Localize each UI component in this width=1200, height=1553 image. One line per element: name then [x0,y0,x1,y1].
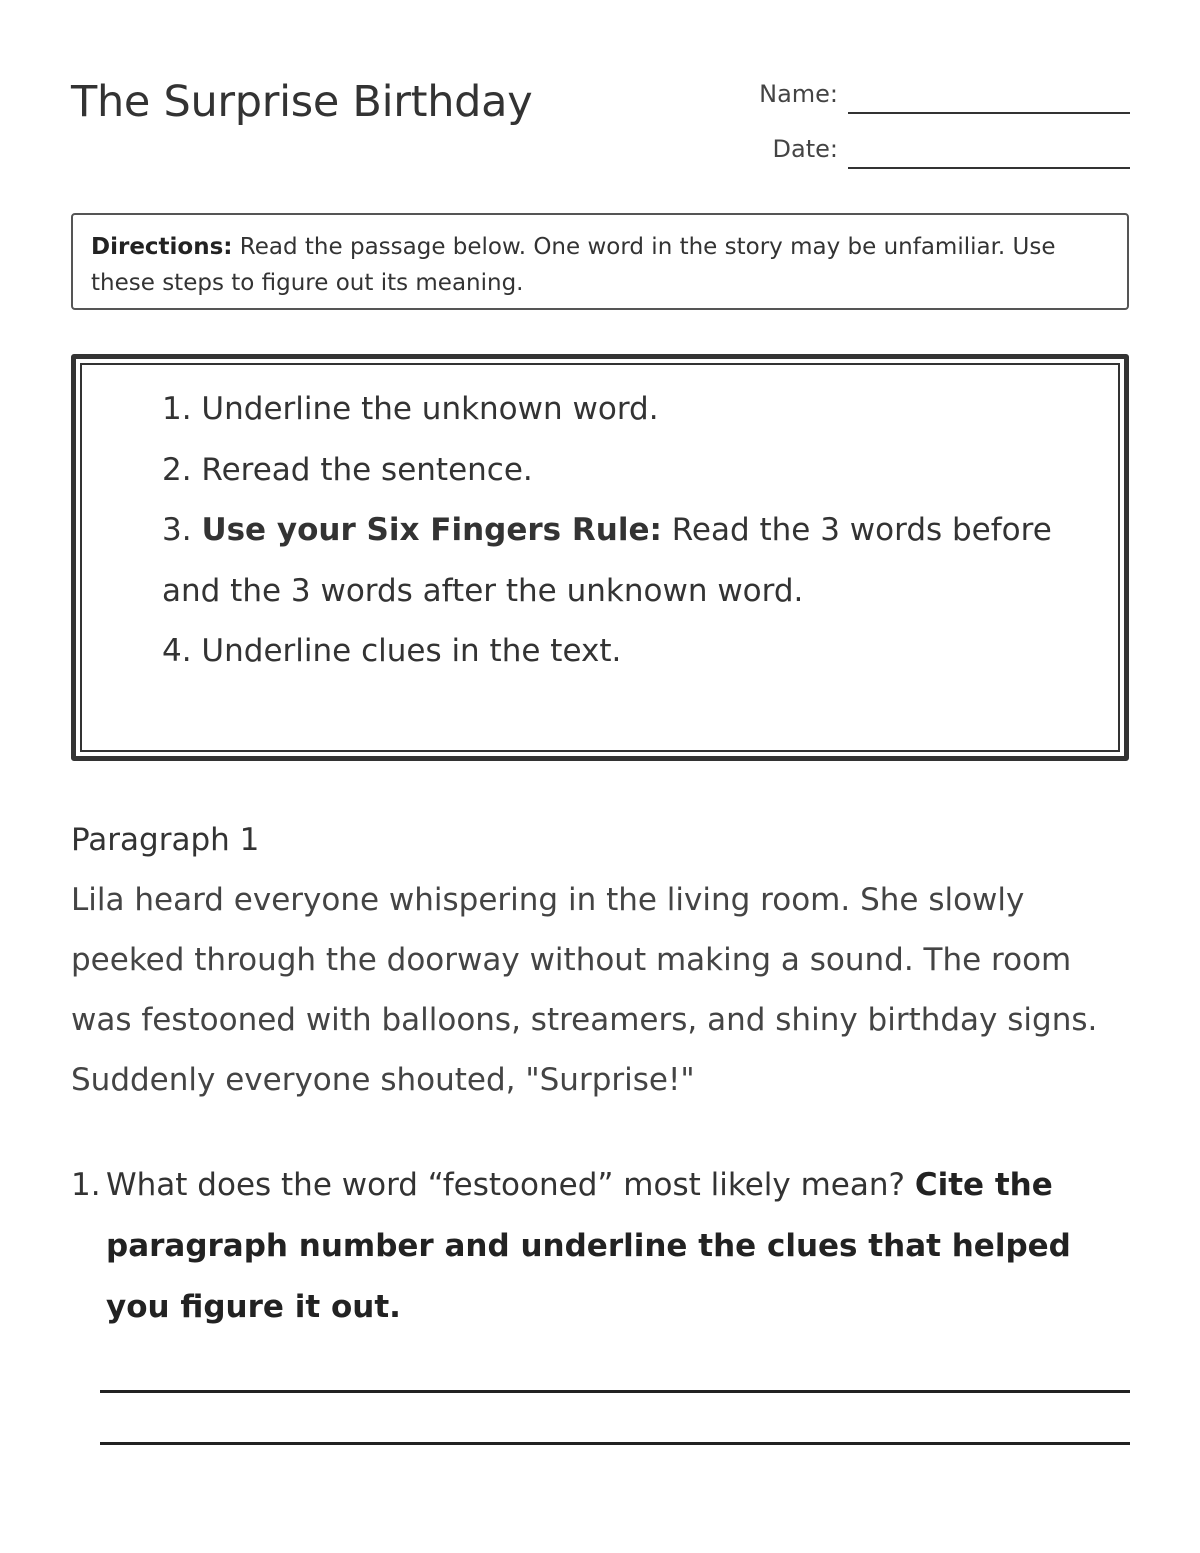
question-instruction: Cite the paragraph number and underline the clues that helped you figure it out. [106,1167,1071,1325]
paragraph-heading: Paragraph 1 [71,822,260,858]
answer-line[interactable] [100,1390,1130,1393]
name-blank-line[interactable] [848,112,1130,114]
worksheet-title: The Surprise Birthday [71,77,533,127]
date-field [700,129,1130,169]
name-field [700,74,1130,114]
date-label: Date: [772,135,838,163]
step-item: 1. Underline the unknown word. [162,391,659,427]
date-blank-line[interactable] [848,167,1130,169]
step-prefix: 3. [162,512,202,548]
directions-label: Directions: [91,234,233,260]
step-item: 4. Underline clues in the text. [162,633,622,669]
step-text: Read the 3 words before and the 3 words after the unknown word. [162,512,1052,609]
paragraph-text: Lila heard everyone whispering in the living room. She slowly peeked through the doorway without making a sound. The room was festooned with balloons, streamers, and shiny birthday signs. Suddenly everyone shouted, "Surprise!" [71,882,1098,1098]
steps-box [71,354,1129,761]
directions-text: Read the passage below. One word in the story may be unfamiliar. Use these steps to figure out its meaning. [91,234,1056,296]
name-label: Name: [759,80,838,108]
answer-line[interactable] [100,1442,1130,1445]
question-text: What does the word “festooned” most likely mean? [106,1167,915,1203]
step-item: 2. Reread the sentence. [162,451,533,488]
directions-box [71,213,1129,310]
question-number: 1. [71,1167,101,1203]
steps-list [162,379,1062,682]
six-fingers-rule-label: Use your Six Fingers Rule: [201,512,662,548]
step-item [162,500,1062,621]
question-text-block [106,1155,1136,1338]
